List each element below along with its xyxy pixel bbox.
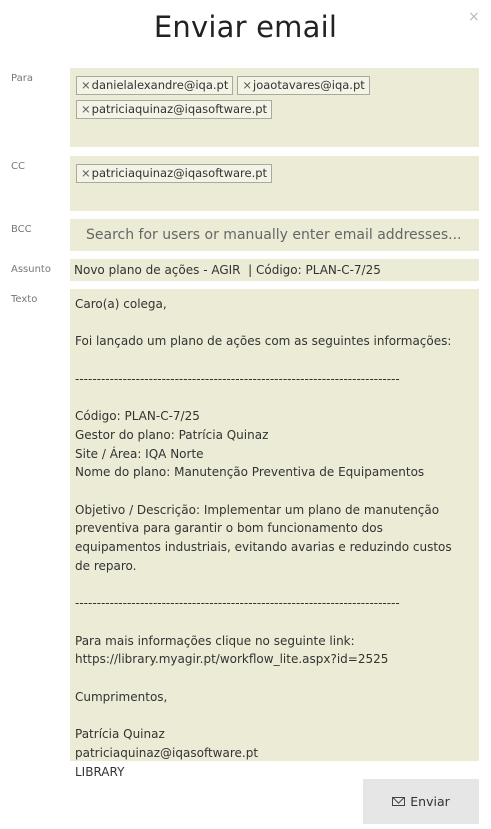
subject-field[interactable] bbox=[70, 259, 479, 281]
cc-label: CC bbox=[11, 161, 25, 172]
to-field[interactable] bbox=[70, 68, 479, 147]
envelope-icon bbox=[392, 797, 405, 806]
recipient-chip bbox=[76, 76, 233, 95]
cc-chip bbox=[76, 164, 272, 183]
bcc-field bbox=[70, 219, 479, 251]
recipient-email: joaotavares@iqa.pt bbox=[253, 78, 365, 92]
body-value: Caro(a) colega, Foi lançado um plano de ações com as seguintes informações: --------------------------------------------------------------------------- Código: PLAN-C-7/25 Gestor do plano: Patrícia Quinaz Site / Área: IQA Norte Nome do plano: Manutenção Preventiva de Equipamentos Objetivo / Descrição: Implementar um plano de manutenção preventiva para garantir o bom funcionamento dos equipamentos industriais, evitando avarias e reduzindo custos de reparo. --------------------------------------------------------------------------- Para mais informações clique no seguinte link: https://library.myagir.pt/workflow_lite.aspx?id=2525 Cumprimentos, Patrícia Quinaz patriciaquinaz@iqasoftware.pt LIBRARY bbox=[75, 297, 452, 779]
text-label: Texto bbox=[11, 294, 38, 305]
remove-cc-icon[interactable]: × bbox=[81, 166, 91, 180]
close-icon[interactable]: × bbox=[468, 9, 480, 25]
remove-recipient-icon[interactable]: × bbox=[242, 78, 252, 92]
recipient-email: danielalexandre@iqa.pt bbox=[91, 78, 229, 92]
remove-recipient-icon[interactable]: × bbox=[81, 102, 91, 116]
send-button-label: Enviar bbox=[410, 794, 450, 809]
remove-recipient-icon[interactable]: × bbox=[81, 78, 91, 92]
cc-email: patriciaquinaz@iqasoftware.pt bbox=[91, 166, 268, 180]
subject-label: Assunto bbox=[11, 264, 51, 275]
bcc-label: BCC bbox=[11, 224, 32, 235]
body-field[interactable] bbox=[70, 289, 479, 779]
recipient-chip bbox=[76, 100, 272, 119]
cc-field[interactable] bbox=[70, 156, 479, 211]
send-button[interactable] bbox=[363, 779, 479, 824]
to-label: Para bbox=[11, 73, 33, 84]
recipient-email: patriciaquinaz@iqasoftware.pt bbox=[91, 102, 268, 116]
bcc-search-input[interactable] bbox=[70, 219, 479, 251]
dialog-title: Enviar email bbox=[153, 10, 338, 44]
recipient-chip bbox=[237, 76, 369, 95]
subject-value: Novo plano de ações - AGIR | Código: PLAN-C-7/25 bbox=[74, 263, 381, 277]
